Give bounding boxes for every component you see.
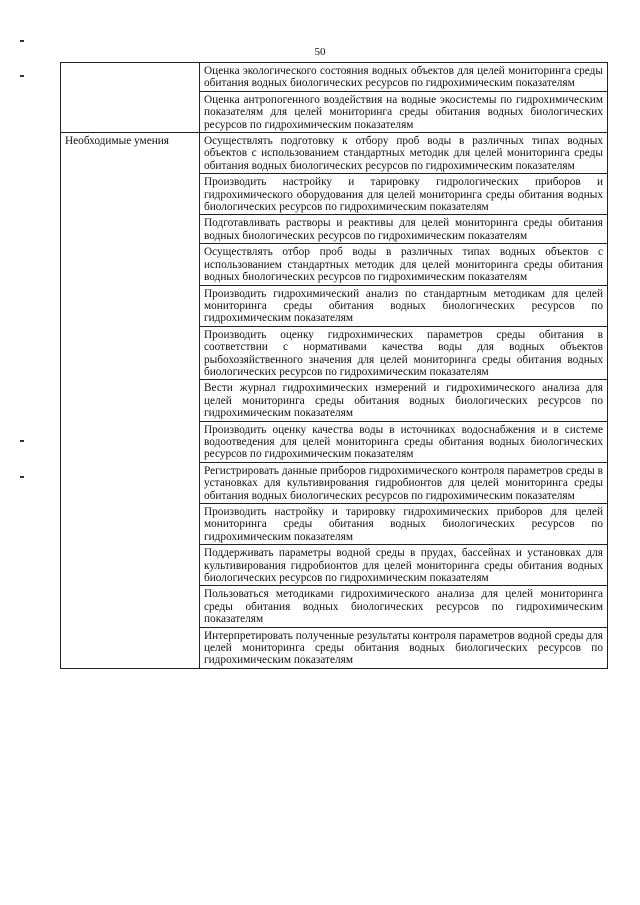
row-text: Оценка экологического состояния водных объектов для целей мониторинга среды обитания водных биологических ресурсов по гидрохимическим показателям bbox=[200, 63, 608, 92]
row-text: Осуществлять подготовку к отбору проб воды в различных типах водных объектов с использованием стандартных методик для целей мониторинга среды обитания водных биологических ресурсов по гидрохимическим показателям bbox=[200, 133, 608, 174]
row-label bbox=[61, 63, 200, 133]
margin-mark bbox=[20, 440, 24, 442]
row-text: Производить оценку качества воды в источниках водоснабжения и в системе водоотведения для целей мониторинга среды обитания водных биологических ресурсов по гидрохимическим показателям bbox=[200, 421, 608, 462]
table-row bbox=[61, 133, 608, 174]
row-text: Пользоваться методиками гидрохимического анализа для целей мониторинга среды обитания водных биологических ресурсов по гидрохимическим показателям bbox=[200, 586, 608, 627]
row-text: Осуществлять отбор проб воды в различных типах водных объектов с использованием стандартных методик для целей мониторинга среды обитания водных биологических ресурсов по гидрохимическим показателям bbox=[200, 244, 608, 285]
row-text: Регистрировать данные приборов гидрохимического контроля параметров среды в установках для культивирования гидробионтов для целей мониторинга среды обитания водных биологических ресурсов по гидрохимическим показателям bbox=[200, 462, 608, 503]
table-row bbox=[61, 63, 608, 92]
margin-mark bbox=[20, 75, 24, 77]
row-text: Производить гидрохимический анализ по стандартным методикам для целей мониторинга среды обитания водных биологических ресурсов по гидрохимическим показателям bbox=[200, 285, 608, 326]
margin-mark bbox=[20, 40, 24, 42]
margin-mark bbox=[20, 476, 24, 478]
row-text: Оценка антропогенного воздействия на водные экосистемы по гидрохимическим показателям для целей мониторинга среды обитания водных биологических ресурсов по гидрохимическим показателям bbox=[200, 91, 608, 132]
row-text: Производить оценку гидрохимических параметров среды обитания в соответствии с нормативами качества воды для водных объектов рыбохозяйственного значения для целей мониторинга среды обитания водных биологических ресурсов по гидрохимическим показателям bbox=[200, 326, 608, 380]
page-number: 50 bbox=[314, 46, 326, 58]
row-text: Поддерживать параметры водной среды в прудах, бассейнах и установках для культивирования гидробионтов для целей мониторинга среды обитания водных биологических ресурсов по гидрохимическим показателям bbox=[200, 545, 608, 586]
requirements-table bbox=[60, 62, 608, 669]
row-text: Вести журнал гидрохимических измерений и гидрохимического анализа для целей мониторинга среды обитания водных биологических ресурсов по гидрохимическим показателям bbox=[200, 380, 608, 421]
row-text: Интерпретировать полученные результаты контроля параметров водной среды для целей мониторинга среды обитания водных биологических ресурсов по гидрохимическим показателям bbox=[200, 627, 608, 668]
row-text: Подготавливать растворы и реактивы для целей мониторинга среды обитания водных биологических ресурсов по гидрохимическим показателям bbox=[200, 215, 608, 244]
row-text: Производить настройку и тарировку гидрохимических приборов для целей мониторинга среды обитания водных биологических ресурсов по гидрохимическим показателям bbox=[200, 504, 608, 545]
row-label-skills: Необходимые умения bbox=[61, 133, 200, 669]
row-text: Производить настройку и тарировку гидрологических приборов и гидрохимического оборудования для целей мониторинга среды обитания водных биологических ресурсов по гидрохимическим показателям bbox=[200, 174, 608, 215]
